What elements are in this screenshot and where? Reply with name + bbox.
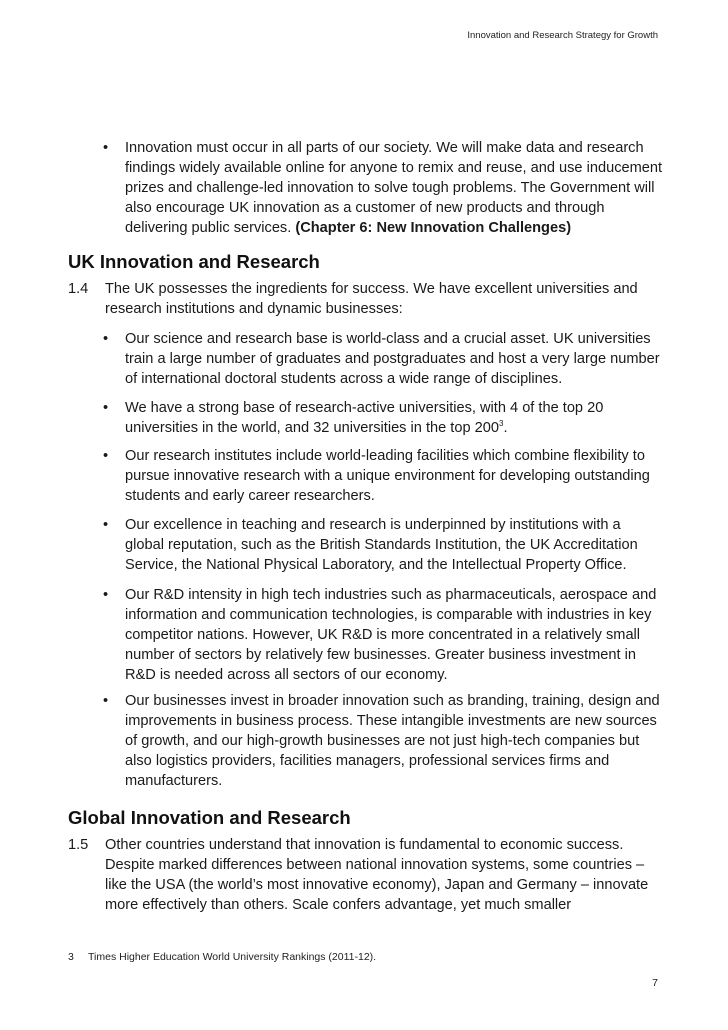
uk-bullet-3 [103,446,663,506]
uk-bullet-1 [103,329,663,389]
uk-bullet-2: • We have a strong base of research-active universities, with 4 of the top 20 universities in the world, and 32 universities in the top $200^3$. [103,400,604,436]
uk-bullet-6 [103,691,663,791]
running-header: Innovation and Research Strategy for Growth [467,30,658,41]
paragraph-text: The UK possesses the ingredients for success. We have excellent universities and research institutions and dynamic businesses: [105,281,638,317]
chapter-reference: (Chapter 6: New Innovation Challenges) [295,220,572,236]
bullet-dot: • [103,331,109,347]
paragraph-1-4 [68,279,668,319]
bullet-text: Our businesses invest in broader innovation such as branding, training, design and improvements in business process. These intangible investments are new sources of growth, and our high-growth businesses are not just high-tech companies but also logistics providers, facilities managers, professional services firms and manufacturers. [125,693,660,789]
global-section-heading: Global Innovation and Research [68,807,351,828]
footnote [68,951,376,963]
intro-bullet [103,138,663,238]
footnote-text: Times Higher Education World University Rankings (2011-12). [88,951,377,963]
paragraph-number: 1.5 [68,837,89,853]
uk-bullet-4 [103,515,663,575]
bullet-dot: • [103,448,109,464]
bullet-dot: • [103,517,109,533]
bullet-text: Our R&D intensity in high tech industries such as pharmaceuticals, aerospace and information and communication technologies, is comparable with industries in key competitor nations. However, UK R&D is more concentrated in a relatively small number of sectors by relatively few businesses. Greater business investment in R&D is needed across all sectors of our economy. [125,587,657,683]
bullet-text: We have a strong base of research-active universities, with 4 of the top 20 universities in the world, and 32 universities in the top 200 [125,400,604,436]
bullet-dot: • [103,400,109,416]
uk-section-heading: UK Innovation and Research [68,251,320,272]
paragraph-1-5 [68,835,668,915]
footnote-ref: 3 [498,419,504,429]
bullet-text: Our excellence in teaching and research is underpinned by institutions with a global reputation, such as the British Standards Institution, the UK Accreditation Service, the National Physical Laboratory, and the Intellectual Property Office. [125,517,638,573]
bullet-dot: • [103,587,109,603]
page-number: 7 [652,977,658,989]
paragraph-number: 1.4 [68,281,89,297]
uk-bullet-5 [103,585,663,685]
footnote-number: 3 [68,951,74,963]
bullet-text: Our research institutes include world-leading facilities which combine flexibility to pursue innovative research with a unique environment for developing outstanding students and early career researchers. [125,448,650,504]
paragraph-text: Other countries understand that innovation is fundamental to economic success. Despite marked differences between national innovation systems, some countries – like the USA (the world’s most innovative economy), Japan and Germany – innovate more effectively than others. Scale confers advantage, yet much smaller [105,837,649,913]
bullet-text: Our science and research base is world-class and a crucial asset. UK universities train a large number of graduates and postgraduates and host a very large number of international doctoral students across a wide range of disciplines. [125,331,660,387]
bullet-dot: • [103,140,109,156]
intro-bullet-text: Innovation must occur in all parts of our society. We will make data and research findings widely available online for anyone to remix and reuse, and use inducement prizes and challenge-led innovation to solve tough problems. The Government will also encourage UK innovation as a customer of new products and through delivering public services. [125,140,663,236]
bullet-dot: • [103,693,109,709]
